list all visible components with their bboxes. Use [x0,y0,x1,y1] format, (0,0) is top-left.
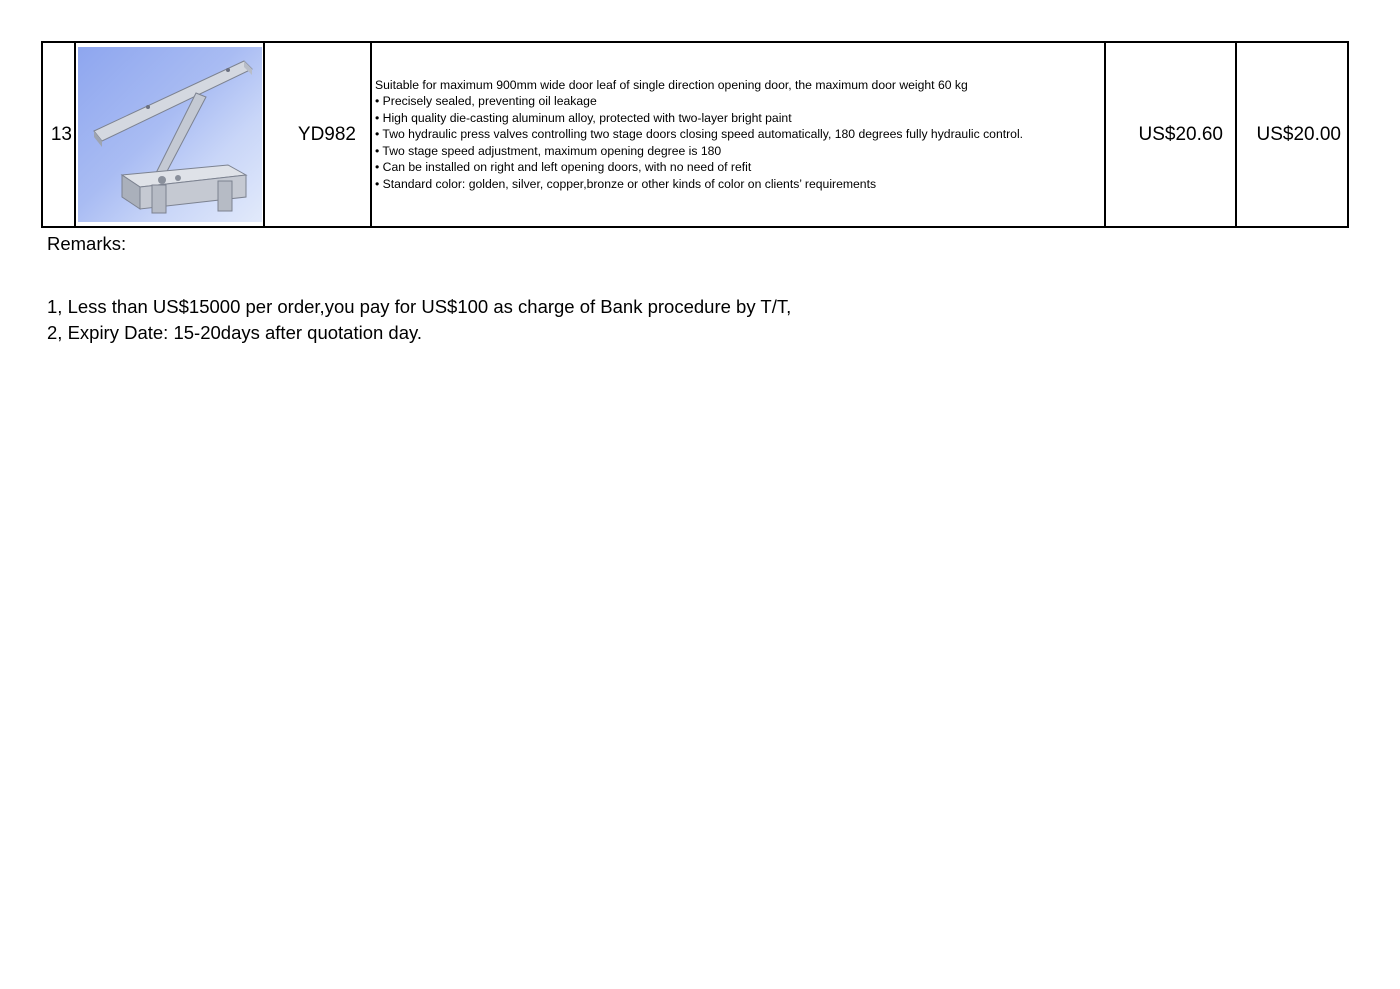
unit-price-1: US$20.60 [1105,42,1236,227]
product-image-cell [75,42,264,227]
description-line: • Precisely sealed, preventing oil leakage [375,94,597,109]
product-image [78,47,262,222]
remarks-title: Remarks: [47,233,127,254]
description-line: • Standard color: golden, silver, copper,bronze or other kinds of color on clients’ requirements [375,176,877,191]
description-line: Suitable for maximum 900mm wide door leaf of single direction opening door, the maximum door weight 60 kg [375,78,968,93]
model-number: YD982 [264,42,371,227]
description-line: • Can be installed on right and left opening doors, with no need of refit [375,160,752,175]
door-closer-arm-icon [78,47,262,222]
remark-item: 1, Less than US$15000 per order,you pay for US$100 as charge of Bank procedure by T/T, [47,296,792,317]
description-line: • Two stage speed adjustment, maximum opening degree is 180 [375,143,722,158]
product-description [371,42,1105,227]
table-row [42,42,1348,227]
description-line: • High quality die-casting aluminum alloy, protected with two-layer bright paint [375,110,792,125]
description-line: • Two hydraulic press valves controlling two stage doors closing speed automatically, 180 degrees fully hydraulic control. [375,127,1024,142]
product-table [41,41,1349,228]
remark-item: 2, Expiry Date: 15-20days after quotation day. [47,322,423,343]
item-number: 13 [42,42,75,227]
unit-price-2: US$20.00 [1236,42,1348,227]
